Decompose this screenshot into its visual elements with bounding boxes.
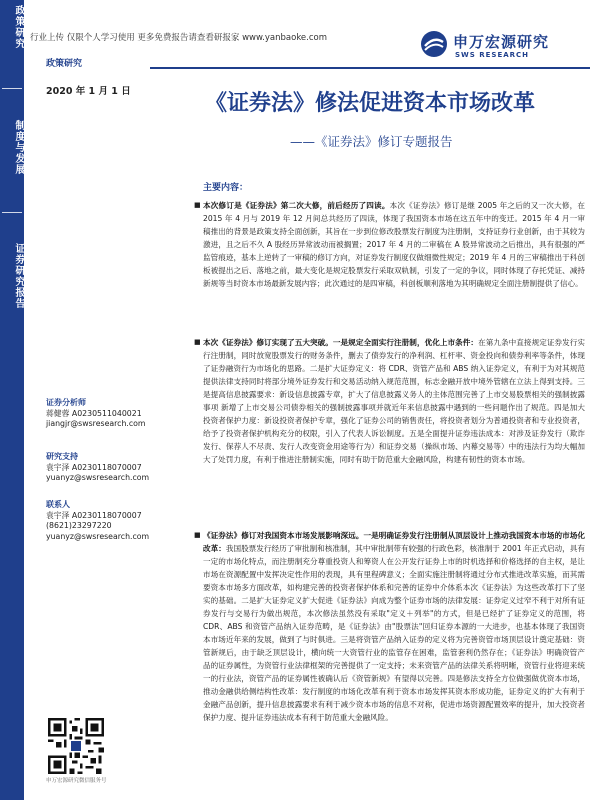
logo-chinese-name: 申万宏源研究 (453, 33, 550, 51)
bullet-icon: ■ (194, 531, 201, 539)
report-title: 《证券法》修法促进资本市场改革 (204, 91, 535, 116)
contact-heading: 研究支持 (46, 452, 78, 461)
sidebar-label-policy: 政策研究 (13, 5, 24, 49)
sidebar-label-system: 制度与发展 (13, 119, 24, 175)
contact-analyst (46, 398, 146, 430)
header-rule (150, 67, 590, 69)
logo-english-name: SWS RESEARCH (455, 51, 530, 59)
paragraph-lead: 本次修订是《证券法》第二次大修，前后经历了四读。 (203, 201, 390, 210)
contact-line: 蒋健蓉 A0230511040021 (46, 408, 142, 418)
contact-heading: 联系人 (46, 500, 70, 509)
bullet-icon: ■ (194, 201, 201, 209)
sidebar-divider (2, 88, 22, 89)
paragraph-market-impact (194, 529, 585, 724)
contact-email[interactable]: yuanyz@swsresearch.com (46, 473, 150, 482)
contact-phone: (8621)23297220 (46, 521, 112, 530)
contact-line: 袁宇泽 A0230118070007 (46, 510, 142, 520)
contact-person (46, 500, 149, 542)
paragraph-text: 我国股票发行经历了审批制和核准制，其中审批制带有较强的行政色彩，核准制于 2001 年正式启动，具有一定的市场化特点，而注册制充分尊重投资人和筹资人在公开发行证券上市的时机选择和价格选择的自主权，是让市场在资源配置中发挥决定性作用的表现，具有里程碑意义；全面实施注册制将通过分布式推进改革实施，而其需要资本市场多方面改革，如构建完善的投资者保护体系和完善的证券中介体系本次《证券法》为这些改革打下了坚实的基础。二是扩大证券定义扩大促进《证券法》向成为整个证券市场的法律发展：证券定义过窄不利于对所有证券发行与交易行为做出规范，本次修法虽然没有采取"定义＋列举"的方式，但是已经扩了证券定义的范围，将 CDR、ABS 和资管产品纳入证券范畴，是《证券法》由"股票法"回归证券本源的一大进步，也基本体现了我国资本市场近年来的发展，做到了与时俱进。三是将资管产品纳入证券的定义将为完善资管市场顶层设计奠定基础：资管新规后，由于缺乏顶层设计，横向统一大资管行业的监管存在困难，监管套利仍然存在；《证券法》明确资管产品的证券属性，为资管行业法律框架的完善提供了一定支持；未来资管产品的法律关系将明晰，资管行业将迎来统一的行业法，资管产品的证券属性被确认后《资管新规》有望得以完善。四是修法支持全方位做强做优资本市场，推动金融供给侧结构性改革：发行制度的市场化改革有利于资本市场发挥其资本形成功能，证券定义的扩大有利于金融产品创新，提升信息披露要求有利于减少资本市场的信息不对称，促进市场资源配置效率的提升，加大投资者保护力度、提升证券违法成本有利于防范重大金融风险。 (203, 544, 585, 722)
contact-email[interactable]: jiangjr@swsresearch.com (46, 419, 146, 428)
main-content-heading: 主要内容： (203, 183, 249, 193)
sws-logo (420, 28, 590, 66)
paragraph-text: 在第九条中直接规定证券发行实行注册制，同时放宽股票发行的财务条件，删去了债券发行的净利润、杠杆率、资金投向和债券利率等条件，体现了证券融资行为市场化的思路。二是扩大证券定义：将 CDR、资管产品和 ABS 纳入证券定义，有利于为对其规范提供法律支持同时将部分境外证券发行和交易活动纳入规范范围，标志金融开放中境外管辖在立法上得到支持。三是提高信息披露要求：新设信息披露专章，扩大了信息披露义务人的主体范围完善了上市交易股票相关的强制披露事项 新增了上市交易公司债券相关的强制披露事项并就近年来信息披露中遇到的一些问题作出了规范。四是加大投资者保护力度：新设投资者保护专章，强化了证券公司的销售责任，将投资者划分为普通投资者和专业投资者，给予了投资者保护机构充分的权限，引入了代表人诉讼制度。五是全面提升证券违法成本：对涉及证券发行（欺诈发行、保荐人不尽责、发行人改变资金用途等行为）和证券交易（操纵市场、内幕交易等）中的违法行为均大幅加大了处罚力度，有利于推进注册制实施，同时有助于防范重大金融风险，构建有韧性的资本市场。 (203, 338, 586, 464)
contact-research-support (46, 452, 149, 484)
sidebar-divider (2, 212, 22, 213)
paragraph-text: 本次《证券法》修订是继 2005 年之后的又一次大修，在 2015 年 4 月与 2019 年 12 月间总共经历了四读，体现了我国资本市场在这五年中的变迁。2015 年 4 月一审稿推出的背景是政策支持全面创新，其旨在一步到位修改股票发行制度为注册制，支持证券行业创新，由于其较为激进，且之后不久 A 股经历异常波动而被搁置；2017 年 4 月的二审稿在 A 股异常波动之后推出，具有很强的严监管痕迹，基本上逆转了一审稿的修订方向，对证券发行制度仅做细微性规定；2019 年 4 月的三审稿推出于科创板被提出之后、落地之前，最大变化是规定股票发行采取双轨制，引发了一定的争议，同时体现了存托凭证、减持新规等当时资本市场最新发展内容；此次通过的是四审稿，科创板顺利落地为其明确规定全面注册制提供了信心。 (203, 201, 585, 288)
contact-email[interactable]: yuanyz@swsresearch.com (46, 531, 150, 541)
watermark-text: 行业上传 仅限个人学习使用 更多免费报告请查看研报家 www.yanbaoke.com (30, 33, 328, 43)
sws-logo-icon (420, 30, 448, 58)
paragraph-revision-history (194, 199, 585, 290)
report-category: 政策研究 (46, 59, 83, 69)
qr-code-icon (48, 718, 104, 774)
contact-heading: 证券分析师 (46, 398, 86, 407)
report-date: 2020 年 1 月 1 日 (46, 86, 131, 97)
paragraph-lead: 《证券法》修订对我国资本市场发展影响深远。一是明确证券发行注册制从顶层设计上推动我国资本市场的市场化改革： (203, 531, 585, 553)
report-subtitle: ——《证券法》修订专题报告 (290, 134, 453, 149)
paragraph-lead: 本次《证券法》修订实现了五大突破。一是规定全面实行注册制，优化上市条件： (203, 338, 479, 347)
contact-line: 袁宇泽 A0230118070007 (46, 462, 142, 472)
paragraph-five-breakthroughs (194, 336, 586, 466)
sidebar-label-report-type: 证券研究报告 (13, 243, 24, 309)
bullet-icon: ■ (194, 338, 201, 346)
qr-code-caption: 申万宏源研究微信服务号 (46, 778, 107, 784)
sidebar (0, 0, 24, 800)
